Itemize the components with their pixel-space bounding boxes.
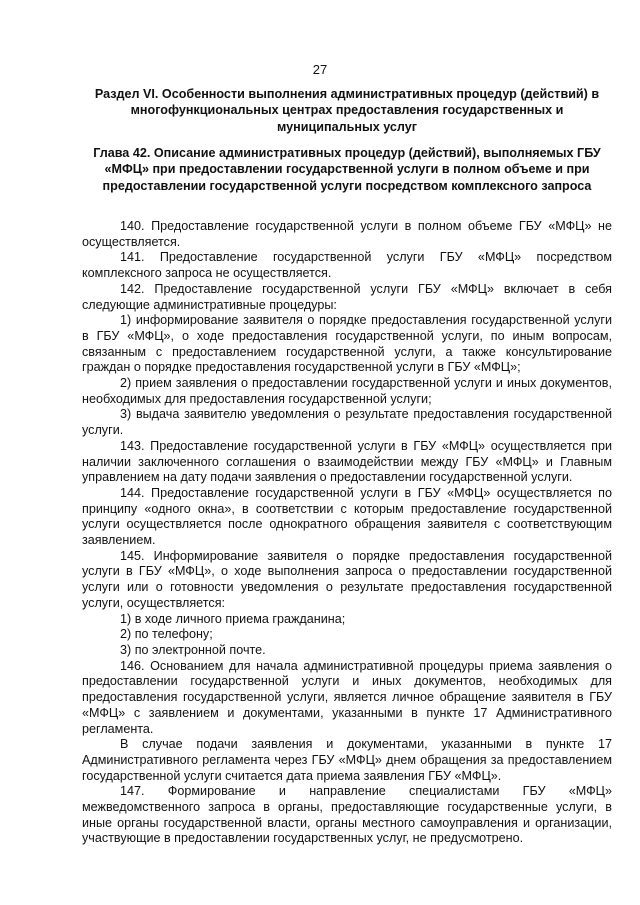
- paragraph-140: 140. Предоставление государственной услуги в полном объеме ГБУ «МФЦ» не осуществляется.: [82, 219, 612, 249]
- paragraph-145: 145. Информирование заявителя о порядке предоставления государственной услуги в ГБУ «МФЦ», о ходе выполнения запроса о предоставлении государственной услуги или о готовности уведомления о результате предоставления государственной услуги, осуществляется:: [82, 548, 612, 610]
- list-item: 1) в ходе личного приема гражданина;: [120, 611, 346, 626]
- paragraph-142: 142. Предоставление государственной услуги ГБУ «МФЦ» включает в себя следующие административные процедуры:: [82, 281, 612, 312]
- list-item: 2) по телефону;: [120, 627, 213, 642]
- list-item: 3) выдача заявителю уведомления о результате предоставления государственной услуги.: [82, 407, 612, 438]
- paragraph-146: 146. Основанием для начала административной процедуры приема заявления о предоставлении государственной услуги и иных документов, необходимых для предоставления государственной услуги, является личное обращение заявителя в ГБУ «МФЦ» с заявлением и документами, указанными в пункте 17 Административного регламента.: [82, 658, 612, 736]
- list-item: 1) информирование заявителя о порядке предоставления государственной услуги в ГБУ «МФЦ», о ходе предоставления государственной услуги, по иным вопросам, связанным с предоставлением государственной услуги, а также консультирование граждан о порядке предоставления государственной услуги в ГБУ «МФЦ»;: [82, 313, 612, 375]
- paragraph-143: 143. Предоставление государственной услуги в ГБУ «МФЦ» осуществляется при наличии заключенного соглашения о взаимодействии между ГБУ «МФЦ» и Главным управлением на дату подачи заявления о предоставлении государственной услуги.: [82, 438, 612, 485]
- paragraph-144: 144. Предоставление государственной услуги в ГБУ «МФЦ» осуществляется по принципу «одного окна», в соответствии с которым предоставление государственной услуги осуществляется после однократного обращения заявителя с соответствующим заявлением.: [82, 485, 612, 548]
- list-item: 3) по электронной почте.: [120, 642, 266, 657]
- chapter-heading: Глава 42. Описание административных процедур (действий), выполняемых ГБУ «МФЦ» при предоставлении государственной услуги в полном объеме и при предоставлении государственной услуги посредством комплексного запроса: [93, 146, 601, 193]
- document-body: [82, 219, 612, 847]
- paragraph-146-continued: В случае подачи заявления и документами, указанными в пункте 17 Административного регламента через ГБУ «МФЦ» днем обращения за предоставлением государственной услуги считается дата приема заявления ГБУ «МФЦ».: [82, 737, 612, 783]
- section-heading: Раздел VI. Особенности выполнения административных процедур (действий) в многофункциональных центрах предоставления государственных и муниципальных услуг: [94, 87, 600, 134]
- paragraph-147: 147. Формирование и направление специалистами ГБУ «МФЦ» межведомственного запроса в органы, предоставляющие государственные услуги, в иные органы государственной власти, органы местного самоуправления и организации, участвующие в предоставлении государственных услуг, не предусмотрено.: [82, 784, 612, 846]
- page-number: 27: [312, 62, 328, 77]
- list-item: 2) прием заявления о предоставлении государственной услуги и иных документов, необходимых для предоставления государственной услуги;: [82, 376, 612, 406]
- paragraph-141: 141. Предоставление государственной услуги ГБУ «МФЦ» посредством комплексного запроса не осуществляется.: [82, 250, 612, 281]
